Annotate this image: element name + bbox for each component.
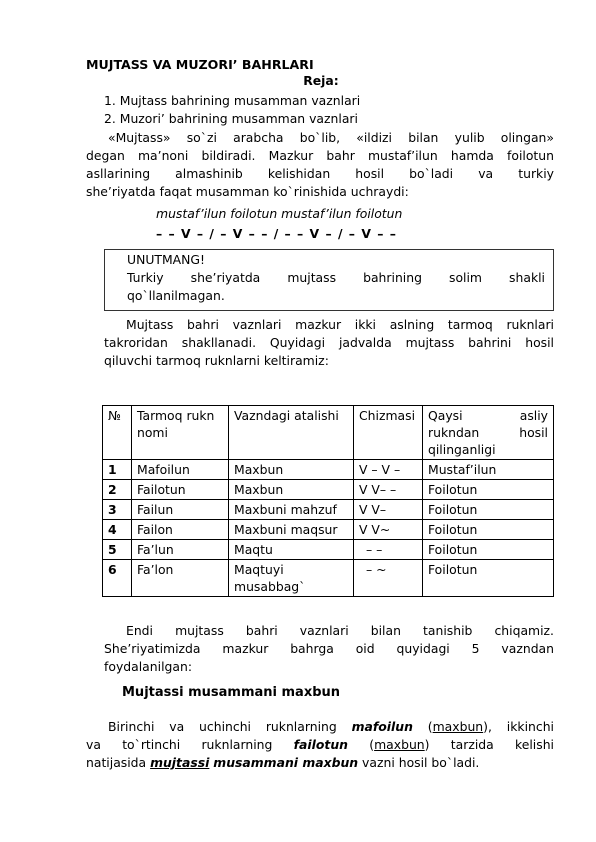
header-cell: Chizmasi	[354, 406, 423, 460]
text-run: natijasida	[86, 755, 151, 770]
plan-heading: Reja:	[303, 73, 339, 88]
rukn-name: Mafoilun	[132, 460, 229, 480]
table-intro-line: takroridan shakllanadi. Quyidagi jadvalda mujtass bahrini hosil	[104, 335, 554, 350]
table-row	[103, 560, 554, 597]
row-number: 3	[103, 500, 132, 520]
remember-text: Turkiy she’riyatda mujtass bahrining solim shakli	[127, 270, 545, 285]
outro-line: Endi mujtass bahri vaznlari bilan tanishib chiqamiz.	[126, 623, 554, 638]
final-line	[86, 754, 554, 772]
rukn-name: Fa’lun	[132, 540, 229, 560]
table-row	[103, 460, 554, 480]
table-header-row	[103, 406, 554, 460]
term-failotun: failotun	[293, 737, 348, 752]
rukn-scheme: V V–	[354, 500, 423, 520]
final-line	[86, 736, 554, 754]
header-cell: Qaysi asliy rukndan hosil qilinganligi	[423, 406, 554, 460]
rukn-table	[102, 405, 554, 597]
term-mafoilun: mafoilun	[351, 719, 413, 734]
rukn-scheme: V – V –	[354, 460, 423, 480]
term-maxbun: maxbun	[374, 737, 425, 752]
rukn-origin: Foilotun	[423, 540, 554, 560]
intro-line: «Mujtass» so`zi arabcha bo`lib, «ildizi bilan yulib olingan»	[108, 130, 554, 145]
table-intro	[104, 316, 554, 370]
scheme-words: mustaf’ilun foilotun mustaf’ilun foilotun	[156, 206, 403, 221]
remember-label: UNUTMANG!	[127, 252, 205, 267]
rukn-name: Fa’lon	[132, 560, 229, 597]
rukn-scheme: V V~	[354, 520, 423, 540]
header-cell: Vazndagi atalishi	[229, 406, 354, 460]
text-run: (	[412, 719, 433, 734]
term-musammani-maxbun: musammani maxbun	[213, 755, 359, 770]
intro-paragraph	[86, 129, 554, 201]
rukn-term: Maqtu	[229, 540, 354, 560]
text-run: Birinchi va uchinchi ruknlarning	[108, 719, 352, 734]
term-mujtassi: mujtassi	[150, 755, 210, 770]
rukn-scheme: – –	[354, 540, 423, 560]
rukn-scheme: – ~	[354, 560, 423, 597]
rukn-term: Maxbuni maqsur	[229, 520, 354, 540]
rukn-name: Failun	[132, 500, 229, 520]
row-number: 2	[103, 480, 132, 500]
rukn-origin: Foilotun	[423, 500, 554, 520]
row-number: 5	[103, 540, 132, 560]
table-intro-line: qiluvchi tarmoq ruknlarni keltiramiz:	[104, 353, 329, 368]
table-intro-line: Mujtass bahri vaznlari mazkur ikki aslning tarmoq ruknlari	[126, 317, 554, 332]
text-run: vazni hosil bo`ladi.	[358, 755, 480, 770]
section-heading: Mujtassi musammani maxbun	[122, 685, 341, 700]
table-row	[103, 540, 554, 560]
rukn-term: Maqtuyi musabbag`	[229, 560, 354, 597]
remember-text: qo`llanilmagan.	[127, 288, 225, 303]
scheme-marks: – – V – / – V – – / – – V – / – V – –	[156, 226, 397, 241]
plan-item-1: 1. Mujtass bahrining musamman vaznlari	[104, 93, 361, 108]
final-line	[86, 718, 554, 736]
rukn-scheme: V V– –	[354, 480, 423, 500]
text-run: (	[347, 737, 375, 752]
table-row	[103, 520, 554, 540]
rukn-name: Failon	[132, 520, 229, 540]
intro-line: degan ma’noni bildiradi. Mazkur bahr mustaf’ilun hamda foilotun	[86, 148, 554, 163]
term-maxbun: maxbun	[432, 719, 484, 734]
table-row	[103, 500, 554, 520]
rukn-name: Failotun	[132, 480, 229, 500]
outro-line: She’riyatimizda mazkur bahrga oid quyidagi 5 vazndan	[104, 641, 554, 656]
rukn-origin: Foilotun	[423, 480, 554, 500]
final-paragraph	[86, 718, 554, 772]
outro-line: foydalanilgan:	[104, 659, 192, 674]
row-number: 6	[103, 560, 132, 597]
rukn-origin: Mustaf’ilun	[423, 460, 554, 480]
text-run: ), ikkinchi	[483, 719, 554, 734]
plan-item-2: 2. Muzori’ bahrining musamman vaznlari	[104, 111, 358, 126]
row-number: 1	[103, 460, 132, 480]
rukn-origin: Foilotun	[423, 520, 554, 540]
rukn-term: Maxbun	[229, 480, 354, 500]
text-run: va to`rtinchi ruknlarning	[86, 737, 294, 752]
rukn-term: Maxbuni mahzuf	[229, 500, 354, 520]
table-row	[103, 480, 554, 500]
page-title: MUJTASS VA MUZORI’ BAHRLARI	[86, 57, 314, 72]
intro-line: she’riyatda faqat musamman ko`rinishida uchraydi:	[86, 184, 409, 199]
remember-box	[104, 249, 554, 311]
rukn-term: Maxbun	[229, 460, 354, 480]
intro-line: asllarining almashinib kelishidan hosil bo`ladi va turkiy	[86, 166, 554, 181]
text-run: ) tarzida kelishi	[424, 737, 554, 752]
header-cell: Tarmoq rukn nomi	[132, 406, 229, 460]
outro-paragraph	[104, 622, 554, 676]
row-number: 4	[103, 520, 132, 540]
rukn-origin: Foilotun	[423, 560, 554, 597]
header-cell: №	[103, 406, 132, 460]
